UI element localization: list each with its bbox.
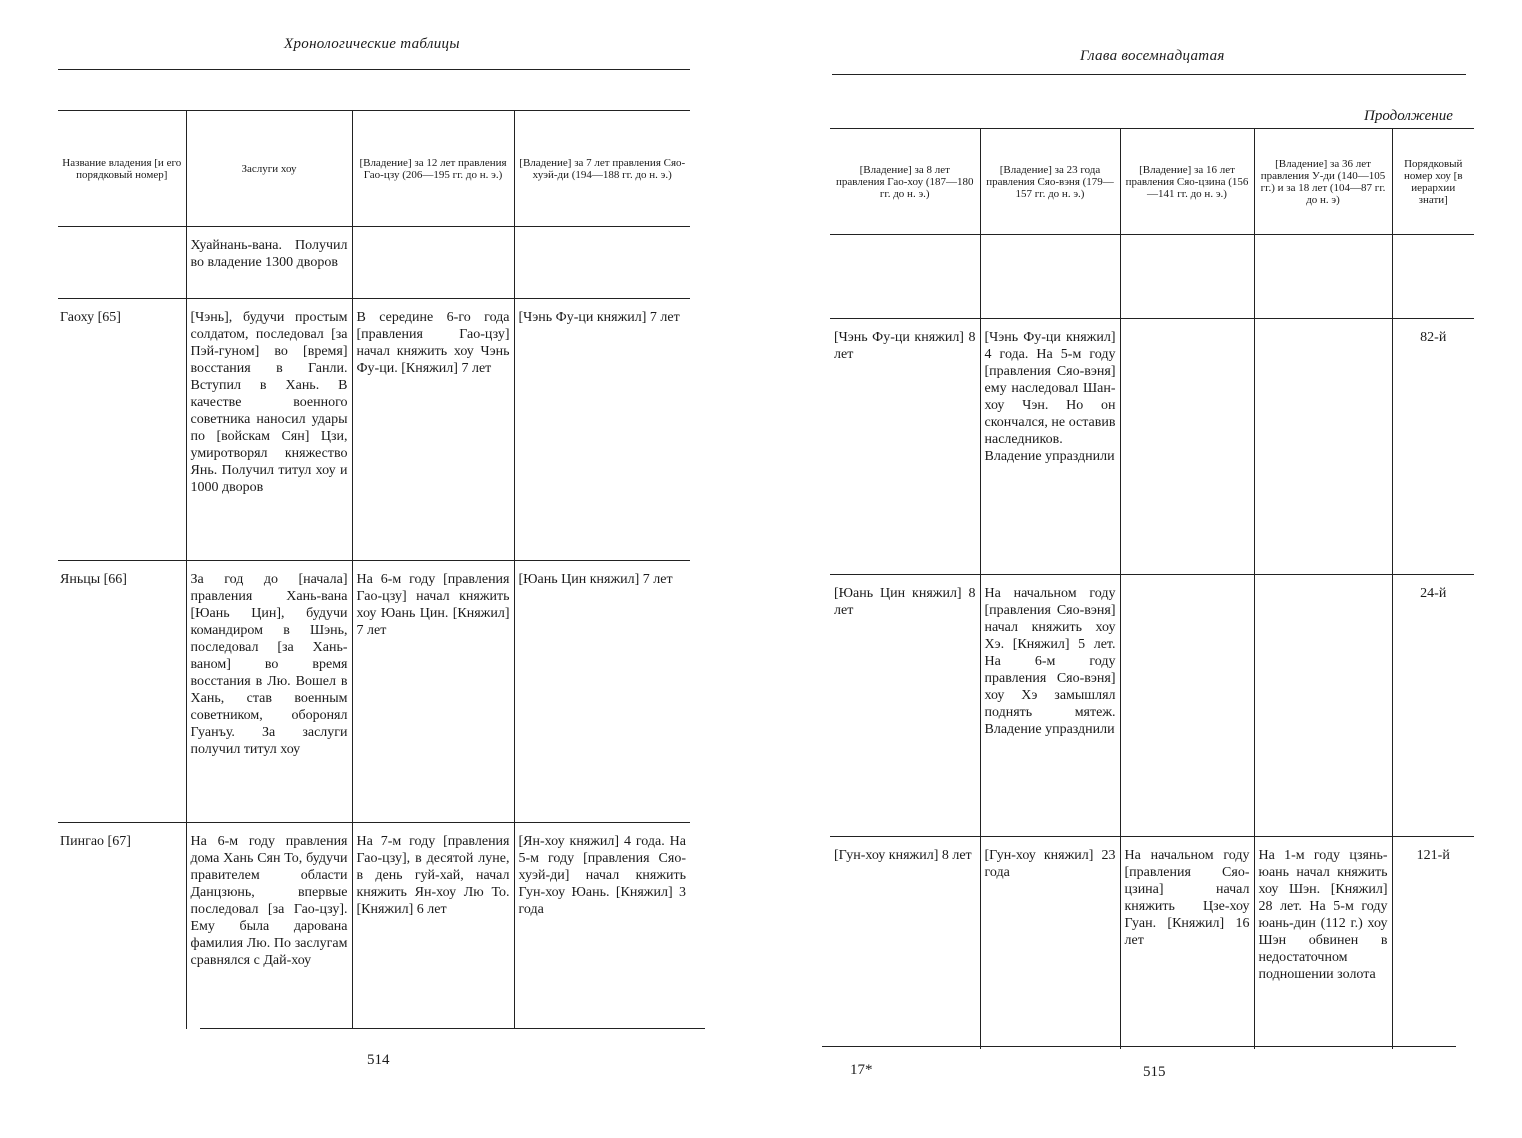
right-page-number: 515 [1143,1064,1166,1080]
table-row [830,235,1474,319]
left-running-head: Хронологические таблицы [284,36,460,52]
right-chronology-table [830,128,1474,1049]
row-xiaowen [980,235,1120,319]
row-wudi [1254,235,1392,319]
row-name: Пингао [67] [58,823,186,1029]
row-gaozu: В середине 6-го года [правления Гао-цзу] начал княжить хоу Чэнь Фу-ци. [Княжил] 7 лет [352,299,514,561]
row-name: Гаоху [65] [58,299,186,561]
left-page-number: 514 [367,1052,390,1068]
table-row [58,227,690,299]
row-xiaojing: На начальном году [правления Сяо-цзина] начал княжить Цзе-хоу Гуан. [Княжил] 16 лет [1120,837,1254,1049]
row-xiaohuidi: [Чэнь Фу-ци княжил] 7 лет [514,299,690,561]
row-gaohou: [Чэнь Фу-ци княжил] 8 лет [830,319,980,575]
row-merits: На 6-м году правления дома Хань Сян То, будучи правителем области Данцзюнь, впервые последовал [за Гао-цзу]. Ему была дарована фамилия Лю. По заслугам сравнялся с Дай-хоу [186,823,352,1029]
header-xiaowen: [Владение] за 23 года правления Сяо-вэня (179—157 гг. до н. э.) [980,129,1120,235]
header-xiaohuidi: [Владение] за 7 лет правления Сяо-хуэй-ди (194—188 гг. до н. э.) [514,111,690,227]
header-xiaojing: [Владение] за 16 лет правления Сяо-цзина (156—141 гг. до н. э.) [1120,129,1254,235]
right-header-row [830,129,1474,235]
left-chronology-table [58,110,690,1029]
row-xiaowen: [Гун-хоу княжил] 23 года [980,837,1120,1049]
row-xiaohuidi: [Юань Цин княжил] 7 лет [514,561,690,823]
row-rank: 24-й [1392,575,1474,837]
row-wudi [1254,319,1392,575]
header-wudi: [Владение] за 36 лет правления У-ди (140—105 гг.) и за 18 лет (104—87 гг. до н. э) [1254,129,1392,235]
row-xiaohuidi: [Ян-хоу княжил] 4 года. На 5-м году [правления Сяо-хуэй-ди] начал княжить Гун-хоу Юань. [Княжил] 3 года [514,823,690,1029]
row-xiaojing [1120,235,1254,319]
row-merits: [Чэнь], будучи простым солдатом, последовал [за Пэй-гуном] во [время] восстания в Ганли. Вступил в Хань. В качестве военного советника наносил удары по [войскам Сян] Цзи, умиротворял княжество Янь. Получил титул хоу и 1000 дворов [186,299,352,561]
row-rank: 121-й [1392,837,1474,1049]
header-rank: Порядковый номер хоу [в иерархии знати] [1392,129,1474,235]
row-xiaohuidi [514,227,690,299]
left-header-row [58,111,690,227]
row-gaohou: [Гун-хоу княжил] 8 лет [830,837,980,1049]
row-merits: За год до [начала] правления Хань-вана [Юань Цин], будучи командиром в Шэнь, последовал [за Хань-ваном] во время восстания в Лю. Вошел в Хань, став военным советником, оборонял Гуанъу. За заслуги получил титул хоу [186,561,352,823]
table-row [58,561,690,823]
row-gaohou [830,235,980,319]
row-wudi: На 1-м году цзянь-юань начал княжить хоу Шэн. [Княжил] 28 лет. На 5-м году юань-дин (112 г.) хоу Шэн обвинен в недостаточном подношении золота [1254,837,1392,1049]
right-running-head: Глава восемнадцатая [1080,48,1225,64]
row-name: Яньцы [66] [58,561,186,823]
row-rank: 82-й [1392,319,1474,575]
right-head-rule [832,74,1466,75]
table-row [830,837,1474,1049]
row-gaozu: На 7-м году [правления Гао-цзу], в десятой луне, в день гуй-хай, начал княжить Ян-хоу Лю То. [Княжил] 6 лет [352,823,514,1029]
row-xiaojing [1120,575,1254,837]
table-row [830,575,1474,837]
right-bottom-rule [822,1046,1456,1047]
row-merits: Хуайнань-вана. Получил во владение 1300 дворов [186,227,352,299]
header-gaohou: [Владение] за 8 лет правления Гао-хоу (187—180 гг. до н. э.) [830,129,980,235]
row-wudi [1254,575,1392,837]
row-name [58,227,186,299]
row-gaohou: [Юань Цин княжил] 8 лет [830,575,980,837]
table-row [58,823,690,1029]
left-page [0,0,720,1138]
header-domain-name: Название владения [и его порядковый номер] [58,111,186,227]
table-row [830,319,1474,575]
left-head-rule [58,69,690,70]
header-gaozu: [Владение] за 12 лет правления Гао-цзу (206—195 гг. до н. э.) [352,111,514,227]
table-row [58,299,690,561]
row-xiaowen: [Чэнь Фу-ци княжил] 4 года. На 5-м году [правления Сяо-вэня] ему наследовал Шан-хоу Чэн. Но он скончался, не оставив наследников. Владение упразднили [980,319,1120,575]
row-rank [1392,235,1474,319]
row-gaozu [352,227,514,299]
row-xiaowen: На начальном году [правления Сяо-вэня] начал княжить хоу Хэ. [Княжил] 5 лет. На 6-м году правления Сяо-вэня] хоу Хэ замышлял поднять мятеж. Владение упразднили [980,575,1120,837]
continued-label: Продолжение [1364,108,1453,124]
row-xiaojing [1120,319,1254,575]
signature-mark: 17* [850,1062,873,1078]
header-merits: Заслуги хоу [186,111,352,227]
right-page [800,0,1522,1138]
left-bottom-rule [200,1028,705,1029]
row-gaozu: На 6-м году [правления Гао-цзу] начал княжить хоу Юань Цин. [Княжил] 7 лет [352,561,514,823]
